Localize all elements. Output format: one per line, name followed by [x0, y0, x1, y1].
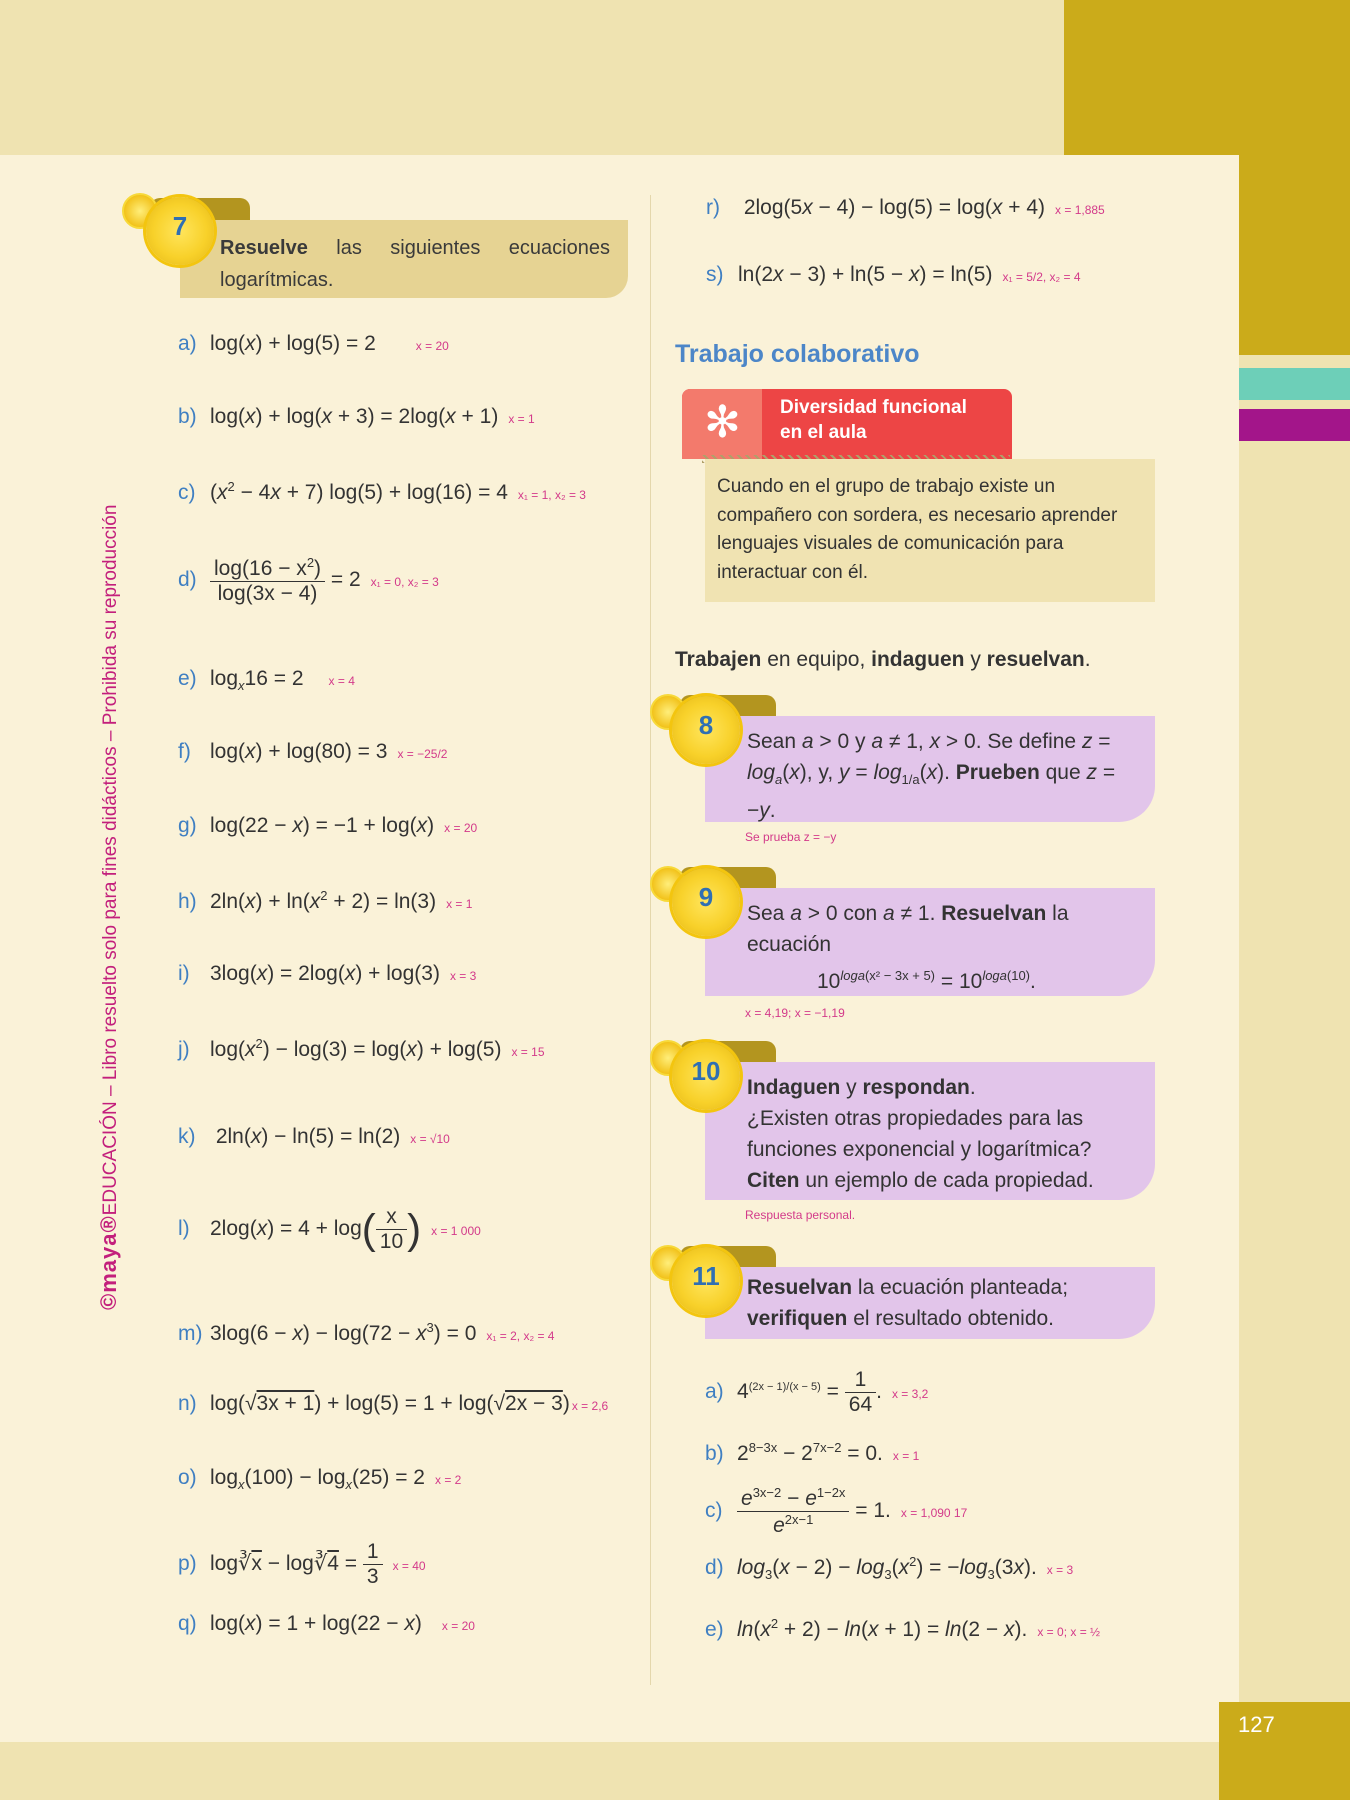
eq-a: a) log(x) + log(5) = 2 x = 20 — [178, 332, 449, 355]
eq-i: i) 3log(x) = 2log(x) + log(3) x = 3 — [178, 962, 477, 985]
ex8-badge: 8 — [672, 696, 740, 764]
ex11-text: Resuelvan la ecuación planteada; verifiquen el resultado obtenido. — [747, 1276, 1069, 1330]
eq-m: m) $3\log(6 - x) - \log(72 - x^3) = 0$ x₁ = 2, x₂ = 4 — [178, 1320, 555, 1345]
eq-c: c) $(x^2 - 4x + 7) \log(5) + \log(16) = 4$ x₁ = 1, x₂ = 3 — [178, 479, 586, 504]
eq-s: s) ln(2x − 3) + ln(5 − x) = ln(5) x₁ = 5/2, x₂ = 4 — [706, 263, 1081, 286]
eq-q: q) log(x) = 1 + log(22 − x) x = 20 — [178, 1612, 475, 1635]
ex9-box — [705, 888, 1155, 996]
eq-b: b) log(x) + log(x + 3) = 2log(x + 1) x = 1 — [178, 405, 535, 428]
eq-n: n) log(√3x + 1) + log(5) = 1 + log(√2x − 3) x = 2,6 — [178, 1392, 609, 1415]
team-instruction: Trabajen en equipo, indaguen y resuelvan. — [675, 648, 1091, 671]
ex7-number: 7 — [172, 211, 188, 241]
eq-r: r) 2log(5x − 4) − log(5) = log(x + 4) x = 1,885 — [706, 196, 1105, 219]
ex11-eq-b: b) $2^{8-3x} - 2^{7x-2} = 0$. x = 1 — [705, 1440, 920, 1465]
eq-j: j) $\log(x^2) - \log(3) = \log(x) + \log(5) x = 15$ — [178, 1036, 545, 1061]
ex10-text: Indaguen y respondan. ¿Existen otras propiedades para las funciones exponencial y logarítmica? Citen un ejemplo de cada propiedad. — [747, 1076, 1094, 1192]
eq-l: l) 2log(x) = 4 + log( $\frac{x}{10}$ ) x = 1 000 — [178, 1205, 481, 1253]
ex8-text: Sean a > 0 y a ≠ 1, x > 0. Se define $z = \log_a(x)$, y, $y = \log_{1/a}(x)$. Prueben que z = −y. — [747, 730, 1116, 823]
magenta-tab — [1239, 409, 1350, 441]
eq-f: f) log(x) + log(80) = 3 x = −25/2 — [178, 740, 448, 763]
side-strip-lower — [1239, 441, 1350, 1800]
page-number: 127 — [1238, 1712, 1275, 1737]
flower-icon: ✻ — [682, 389, 762, 459]
eq-h: h) $2\ln(x) + \ln(x^2 + 2) = \ln(3) x = 1$ — [178, 888, 473, 913]
ex11-eq-c: c) $\frac{e^{3x-2} - e^{1-2x}}{e^{2x-1}}$ = 1. x = 1,090 17 — [705, 1485, 968, 1537]
top-band — [0, 0, 1064, 155]
diversity-badge — [682, 389, 1012, 459]
ex7-header — [180, 220, 628, 298]
ex8-answer: Se prueba z = −y — [745, 830, 837, 844]
brand-logo: ©maya® — [96, 1215, 121, 1310]
ex7-instruction-text: las siguientes ecuaciones logarítmicas. — [220, 237, 610, 291]
copyright-notice — [96, 505, 122, 1310]
ex11-eq-a: a) $4^{(2x - 1)/(x - 5)}$ = $\frac{1}{64}$ . x = 3,2 — [705, 1368, 929, 1416]
collab-text: Cuando en el grupo de trabajo existe un compañero con sordera, es necesario aprender lenguajes visuales de comunicación para interactuar con él. — [717, 476, 1118, 583]
ex8-box — [705, 716, 1155, 822]
teal-tab — [1239, 368, 1350, 400]
ex7-badge — [146, 197, 214, 265]
ex11-eq-e: e) $\ln(x^2 + 2) - \ln(x + 1) = \ln(2 - x)$. x = 0; x = ½ — [705, 1616, 1101, 1641]
ex9-text: Sea a > 0 con a ≠ 1. Resuelvan la ecuación $10^{loga(x^2 - 3x + 5)} = 10^{loga(10)}$. — [747, 902, 1069, 993]
ex10-box — [705, 1062, 1155, 1200]
ex10-badge: 10 — [672, 1042, 740, 1110]
ex7-instruction-bold: Resuelve — [220, 237, 308, 259]
collab-title: Trabajo colaborativo — [675, 340, 920, 368]
bottom-band — [0, 1742, 1350, 1800]
ex11-badge: 11 — [672, 1247, 740, 1315]
eq-o: o) $\log_x(100) - \log_x(25) = 2$ x = 2 — [178, 1466, 462, 1493]
eq-d: d) $\frac{\log(16 - x^2)}{\log(3x - 4)}$ = 2 x₁ = 0, x₂ = 3 — [178, 555, 439, 605]
ex11-eq-d: d) $\log_3(x - 2) - \log_3(x^2) = -\log_3(3x)$. x = 3 — [705, 1554, 1074, 1583]
badge-line2: en el aula — [780, 422, 867, 443]
ex10-answer: Respuesta personal. — [745, 1208, 856, 1222]
eq-g: g) log(22 − x) = −1 + log(x) x = 20 — [178, 814, 478, 837]
ex9-answer: x = 4,19; x = −1,19 — [745, 1006, 845, 1020]
side-strip — [1239, 155, 1350, 355]
eq-k: k) 2ln(x) − ln(5) = ln(2) x = √10 — [178, 1125, 450, 1148]
ex9-badge: 9 — [672, 868, 740, 936]
badge-line1: Diversidad funcional — [780, 397, 967, 418]
ex11-box — [705, 1267, 1155, 1339]
corner-block — [1064, 0, 1350, 155]
eq-e: e) $\log_x16 = 2$ x = 4 — [178, 667, 355, 694]
collab-box — [705, 459, 1155, 602]
ex7-instruction — [220, 232, 610, 296]
column-divider — [650, 195, 651, 1685]
eq-p: p) $\log∛\overline{x}$ − log∛4 = $\frac{1}{3}$ x = 40 — [178, 1540, 426, 1588]
copyright-text: EDUCACIÓN – Libro resuelto solo para fines didácticos – Prohibida su reproducción — [100, 504, 121, 1216]
